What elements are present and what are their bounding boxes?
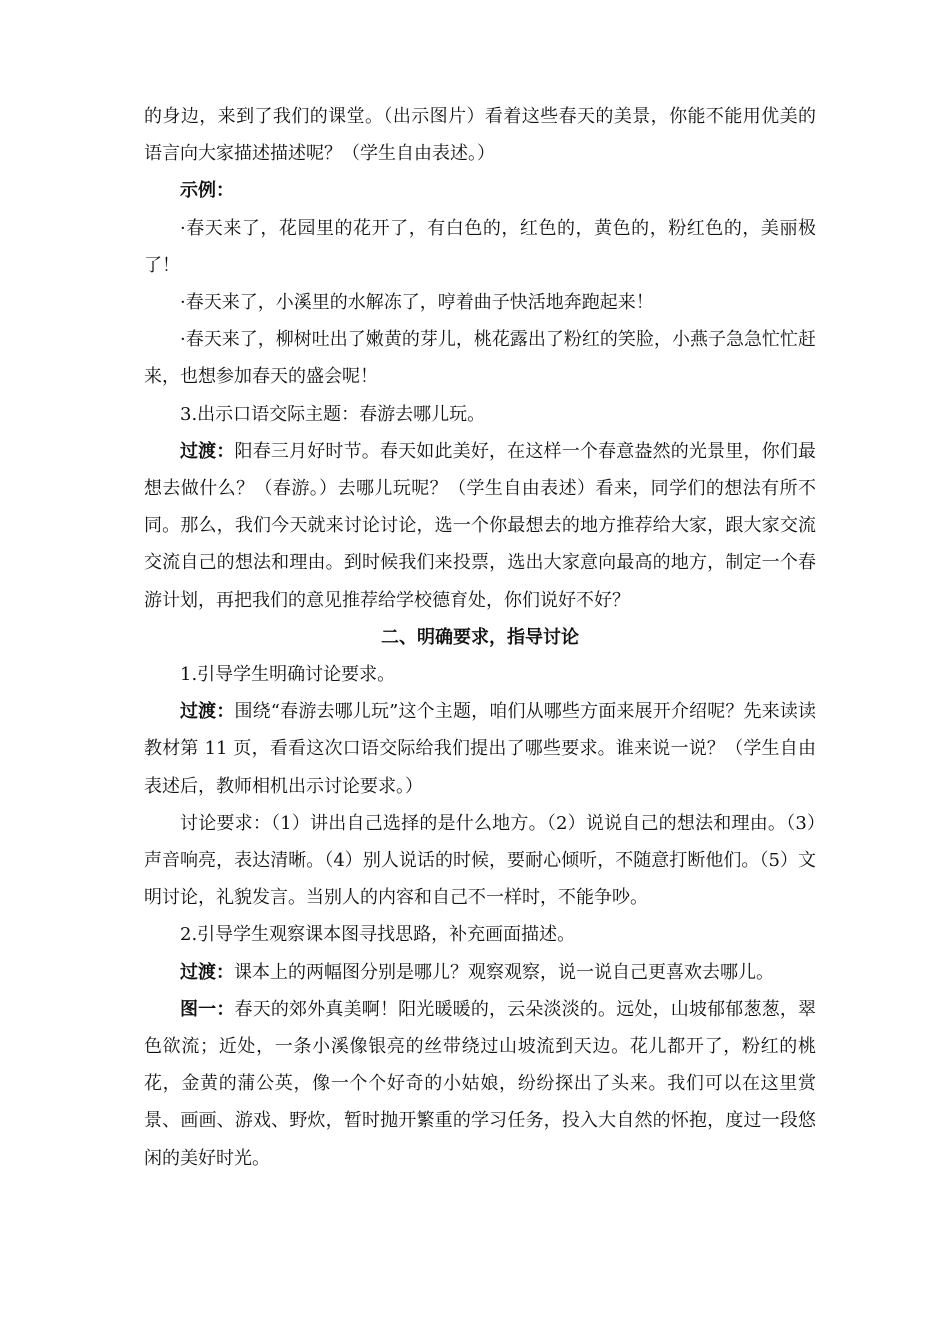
paragraph-example-2: ·春天来了，小溪里的水解冻了，哼着曲子快活地奔跑起来！: [180, 292, 654, 314]
paragraph-transition-2: 过渡：围绕“春游去哪儿玩”这个主题，咱们从哪些方面来展开介绍呢？先来读读教材第 11 页，看看这次口语交际给我们提出了哪些要求。谁来说一说？（学生自由表述后，教师相机出示讨论要求。）: [144, 701, 816, 797]
paragraph-transition-1: 过渡：阳春三月好时节。春天如此美好，在这样一个春意盎然的光景里，你们最想去做什么？（春游。）去哪儿玩呢？（学生自由表述）看来，同学们的想法有所不同。那么，我们今天就来讨论讨论，选一个你最想去的地方推荐给大家，跟大家交流交流自己的想法和理由。到时候我们来投票，选出大家意向最高的地方，制定一个春游计划，再把我们的意见推荐给学校德育处，你们说好不好？: [144, 440, 816, 611]
paragraph-example-label: 示例：: [180, 180, 234, 202]
paragraph-picture-one: 图一：春天的郊外真美啊！阳光暖暖的，云朵淡淡的。远处，山坡郁郁葱葱，翠色欲流；近处，一条小溪像银亮的丝带绕过山坡流到天边。花儿都开了，粉红的桃花，金黄的蒲公英，像一个个好奇的小姑娘，纷纷探出了头来。我们可以在这里赏景、画画、游戏、野炊，暂时抛开繁重的学习任务，投入大自然的怀抱，度过一段悠闲的美好时光。: [144, 998, 816, 1169]
paragraph-example-1: ·春天来了，花园里的花开了，有白色的，红色的，黄色的，粉红色的，美丽极了！: [144, 217, 816, 276]
paragraph-step-3: 3.出示口语交际主题：春游去哪儿玩。: [180, 403, 486, 425]
paragraph-step-2: 2.引导学生观察课本图寻找思路，补充画面描述。: [180, 924, 576, 946]
paragraph-step-1: 1.引导学生明确讨论要求。: [180, 664, 396, 686]
paragraph-discussion-requirements: 讨论要求：（1）讲出自己选择的是什么地方。（2）说说自己的想法和理由。（3）声音响亮，表达清晰。（4）别人说话的时候，要耐心倾听，不随意打断他们。（5）文明讨论，礼貌发言。当别人的内容和自己不一样时，不能争吵。: [144, 812, 816, 909]
paragraph-example-3: ·春天来了，柳树吐出了嫩黄的芽儿，桃花露出了粉红的笑脸，小燕子急急忙忙赶来，也想参加春天的盛会呢！: [144, 329, 816, 388]
paragraph-intro-continuation: 的身边，来到了我们的课堂。（出示图片）看着这些春天的美景，你能不能用优美的语言向大家描述描述呢？（学生自由表述。）: [144, 106, 816, 165]
document-page: [144, 98, 816, 1177]
section-heading: 二、明确要求，指导讨论: [381, 626, 579, 648]
paragraph-transition-3: 过渡：课本上的两幅图分别是哪儿？观察观察，说一说自己更喜欢去哪儿。: [180, 961, 774, 983]
